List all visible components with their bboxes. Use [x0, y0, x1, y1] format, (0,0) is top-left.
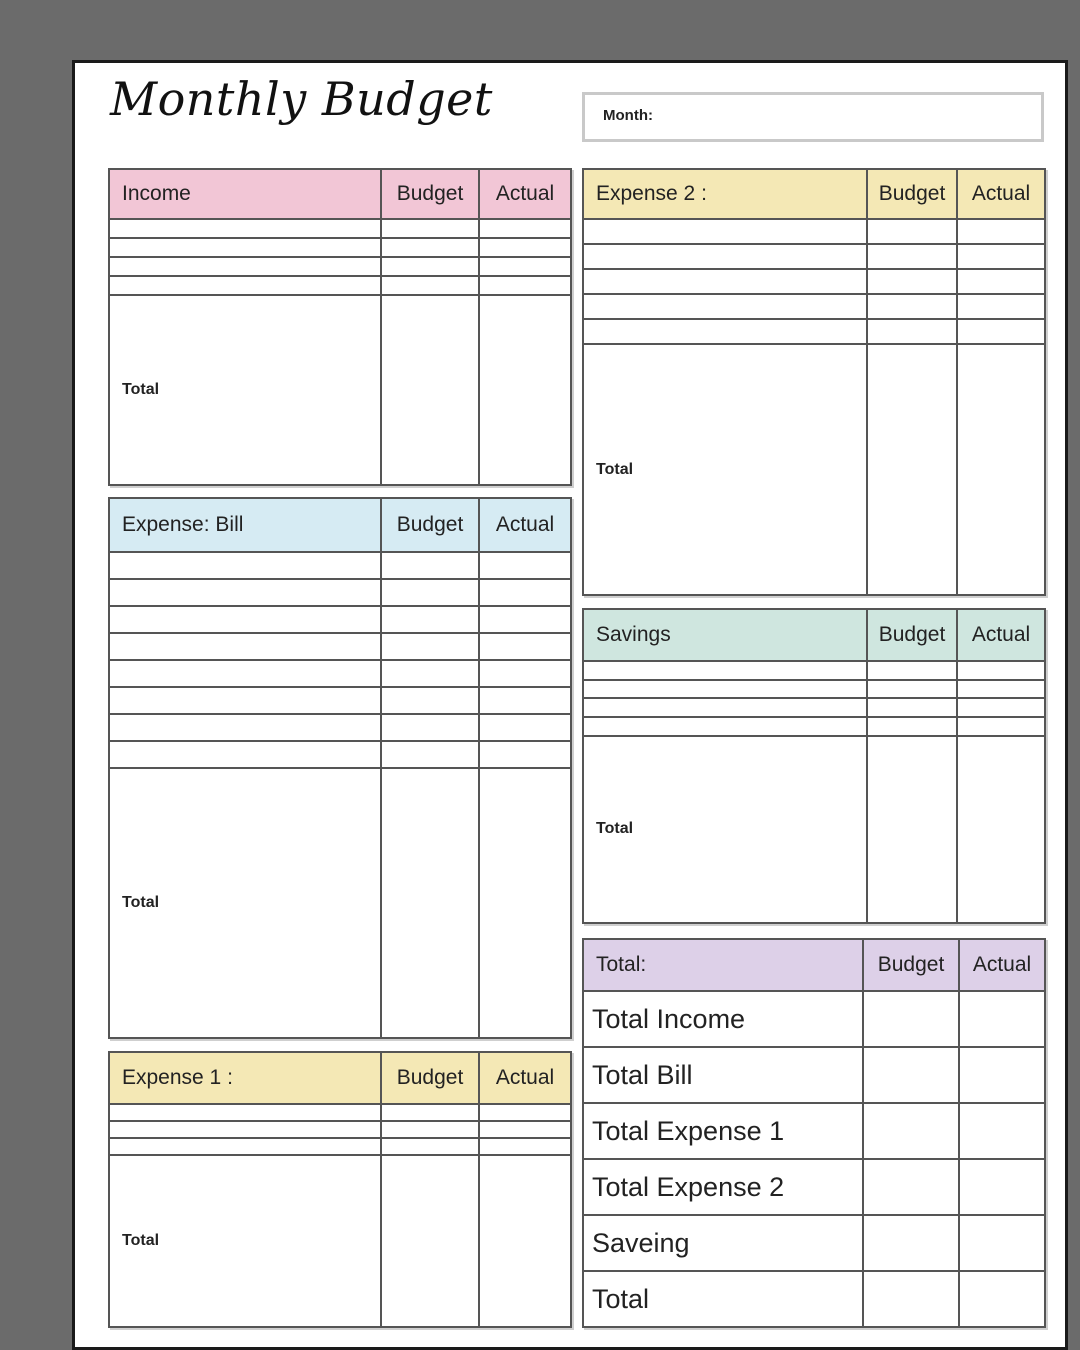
table-row	[109, 714, 571, 741]
summary-row-label: Total Expense 1	[583, 1103, 863, 1159]
item-cell[interactable]	[583, 269, 867, 294]
table-row	[109, 606, 571, 633]
table-row	[109, 1138, 571, 1155]
actual-cell[interactable]	[957, 661, 1045, 680]
budget-total-cell[interactable]	[381, 768, 479, 1038]
actual-cell[interactable]	[479, 579, 571, 606]
actual-header: Actual	[957, 609, 1045, 661]
item-cell[interactable]	[109, 1121, 381, 1138]
actual-cell[interactable]	[959, 1047, 1045, 1103]
item-cell[interactable]	[109, 714, 381, 741]
item-cell[interactable]	[583, 717, 867, 736]
item-cell[interactable]	[109, 660, 381, 687]
budget-total-cell[interactable]	[381, 295, 479, 485]
item-cell[interactable]	[583, 680, 867, 699]
total-row	[109, 768, 571, 1038]
budget-cell[interactable]	[867, 717, 957, 736]
item-cell[interactable]	[583, 244, 867, 269]
item-cell[interactable]	[109, 219, 381, 238]
actual-cell[interactable]	[957, 269, 1045, 294]
item-cell[interactable]	[109, 579, 381, 606]
budget-cell[interactable]	[863, 1159, 959, 1215]
total-label: Total	[109, 295, 381, 485]
expense2-header: Expense 2 :	[583, 169, 867, 219]
actual-cell[interactable]	[479, 1121, 571, 1138]
income-table	[108, 168, 572, 486]
table-row	[109, 1104, 571, 1121]
summary-header-row	[583, 939, 1045, 991]
budget-cell[interactable]	[863, 1103, 959, 1159]
table-row	[109, 687, 571, 714]
table-row	[583, 244, 1045, 269]
page-title: Monthly Budget	[110, 72, 493, 126]
item-cell[interactable]	[109, 276, 381, 295]
budget-total-cell[interactable]	[381, 1155, 479, 1327]
actual-cell[interactable]	[959, 1103, 1045, 1159]
actual-cell[interactable]	[479, 660, 571, 687]
table-row	[109, 219, 571, 238]
table-row	[109, 741, 571, 768]
actual-cell[interactable]	[479, 552, 571, 579]
budget-cell[interactable]	[381, 633, 479, 660]
actual-cell[interactable]	[959, 991, 1045, 1047]
table-row	[109, 1121, 571, 1138]
actual-cell[interactable]	[957, 244, 1045, 269]
total-row	[109, 1155, 571, 1327]
budget-cell[interactable]	[867, 269, 957, 294]
budget-cell[interactable]	[381, 1121, 479, 1138]
item-cell[interactable]	[109, 633, 381, 660]
budget-cell[interactable]	[867, 244, 957, 269]
actual-cell[interactable]	[479, 1138, 571, 1155]
actual-header: Actual	[479, 1052, 571, 1104]
item-cell[interactable]	[109, 238, 381, 257]
actual-total-cell[interactable]	[479, 1155, 571, 1327]
table-row	[109, 276, 571, 295]
total-row	[109, 295, 571, 485]
table-row	[583, 1103, 1045, 1159]
budget-cell[interactable]	[381, 606, 479, 633]
actual-header: Actual	[479, 169, 571, 219]
budget-cell[interactable]	[381, 1104, 479, 1121]
item-cell[interactable]	[109, 606, 381, 633]
month-field[interactable]	[582, 92, 1044, 142]
bill-header: Expense: Bill	[109, 498, 381, 552]
item-cell[interactable]	[109, 552, 381, 579]
actual-cell[interactable]	[479, 633, 571, 660]
budget-cell[interactable]	[867, 319, 957, 344]
item-cell[interactable]	[109, 741, 381, 768]
table-row	[109, 579, 571, 606]
budget-header: Budget	[867, 609, 957, 661]
actual-cell[interactable]	[957, 319, 1045, 344]
expense2-table	[582, 168, 1046, 596]
total-label: Total	[583, 344, 867, 595]
actual-cell[interactable]	[479, 276, 571, 295]
item-cell[interactable]	[109, 257, 381, 276]
item-cell[interactable]	[583, 661, 867, 680]
actual-cell[interactable]	[959, 1215, 1045, 1271]
table-row	[583, 698, 1045, 717]
budget-cell[interactable]	[867, 219, 957, 244]
bill-table	[108, 497, 572, 1039]
budget-cell[interactable]	[381, 238, 479, 257]
budget-cell[interactable]	[381, 741, 479, 768]
budget-cell[interactable]	[867, 661, 957, 680]
budget-cell[interactable]	[381, 579, 479, 606]
summary-row-label: Total Income	[583, 991, 863, 1047]
actual-total-cell[interactable]	[957, 344, 1045, 595]
budget-cell[interactable]	[381, 687, 479, 714]
item-cell[interactable]	[583, 319, 867, 344]
item-cell[interactable]	[583, 219, 867, 244]
summary-row-label: Total Bill	[583, 1047, 863, 1103]
table-row	[583, 1047, 1045, 1103]
table-row	[109, 257, 571, 276]
budget-cell[interactable]	[867, 294, 957, 319]
table-row	[583, 1271, 1045, 1327]
table-row	[583, 661, 1045, 680]
actual-cell[interactable]	[479, 741, 571, 768]
item-cell[interactable]	[583, 698, 867, 717]
actual-cell[interactable]	[479, 238, 571, 257]
budget-cell[interactable]	[867, 680, 957, 699]
table-row	[109, 552, 571, 579]
total-label: Total	[109, 1155, 381, 1327]
table-row	[583, 319, 1045, 344]
budget-cell[interactable]	[381, 219, 479, 238]
table-row	[583, 294, 1045, 319]
budget-cell[interactable]	[381, 257, 479, 276]
actual-cell[interactable]	[479, 1104, 571, 1121]
actual-cell[interactable]	[957, 698, 1045, 717]
budget-cell[interactable]	[863, 1047, 959, 1103]
expense1-header: Expense 1 :	[109, 1052, 381, 1104]
actual-cell[interactable]	[479, 257, 571, 276]
actual-header: Actual	[957, 169, 1045, 219]
actual-cell[interactable]	[959, 1271, 1045, 1327]
budget-cell[interactable]	[381, 660, 479, 687]
actual-cell[interactable]	[959, 1159, 1045, 1215]
expense2-header-row	[583, 169, 1045, 219]
table-row	[109, 238, 571, 257]
budget-total-cell[interactable]	[867, 736, 957, 923]
table-row	[583, 991, 1045, 1047]
actual-header: Actual	[479, 498, 571, 552]
budget-cell[interactable]	[863, 991, 959, 1047]
budget-header: Budget	[381, 169, 479, 219]
item-cell[interactable]	[109, 687, 381, 714]
actual-total-cell[interactable]	[479, 295, 571, 485]
item-cell[interactable]	[109, 1104, 381, 1121]
actual-cell[interactable]	[957, 294, 1045, 319]
month-label: Month:	[603, 107, 653, 124]
item-cell[interactable]	[583, 294, 867, 319]
actual-header: Actual	[959, 939, 1045, 991]
table-row	[583, 269, 1045, 294]
actual-cell[interactable]	[957, 680, 1045, 699]
savings-header-row	[583, 609, 1045, 661]
actual-cell[interactable]	[479, 714, 571, 741]
table-row	[583, 680, 1045, 699]
actual-total-cell[interactable]	[479, 768, 571, 1038]
table-row	[583, 1215, 1045, 1271]
summary-header: Total:	[583, 939, 863, 991]
total-label: Total	[583, 736, 867, 923]
summary-table	[582, 938, 1046, 1328]
income-header: Income	[109, 169, 381, 219]
budget-header: Budget	[381, 498, 479, 552]
actual-cell[interactable]	[479, 687, 571, 714]
total-row	[583, 736, 1045, 923]
table-row	[583, 1159, 1045, 1215]
table-row	[583, 717, 1045, 736]
summary-row-label: Saveing	[583, 1215, 863, 1271]
bill-header-row	[109, 498, 571, 552]
expense1-table	[108, 1051, 572, 1328]
summary-row-label: Total	[583, 1271, 863, 1327]
summary-row-label: Total Expense 2	[583, 1159, 863, 1215]
budget-total-cell[interactable]	[867, 344, 957, 595]
budget-cell[interactable]	[381, 714, 479, 741]
budget-cell[interactable]	[381, 552, 479, 579]
actual-cell[interactable]	[957, 219, 1045, 244]
budget-header: Budget	[381, 1052, 479, 1104]
budget-cell[interactable]	[863, 1215, 959, 1271]
budget-cell[interactable]	[381, 1138, 479, 1155]
actual-cell[interactable]	[479, 219, 571, 238]
savings-table	[582, 608, 1046, 924]
budget-header: Budget	[863, 939, 959, 991]
total-label: Total	[109, 768, 381, 1038]
budget-cell[interactable]	[381, 276, 479, 295]
table-row	[109, 633, 571, 660]
actual-cell[interactable]	[479, 606, 571, 633]
expense1-header-row	[109, 1052, 571, 1104]
budget-cell[interactable]	[863, 1271, 959, 1327]
item-cell[interactable]	[109, 1138, 381, 1155]
budget-cell[interactable]	[867, 698, 957, 717]
savings-header: Savings	[583, 609, 867, 661]
table-row	[109, 660, 571, 687]
actual-cell[interactable]	[957, 717, 1045, 736]
income-header-row	[109, 169, 571, 219]
budget-header: Budget	[867, 169, 957, 219]
actual-total-cell[interactable]	[957, 736, 1045, 923]
table-row	[583, 219, 1045, 244]
total-row	[583, 344, 1045, 595]
